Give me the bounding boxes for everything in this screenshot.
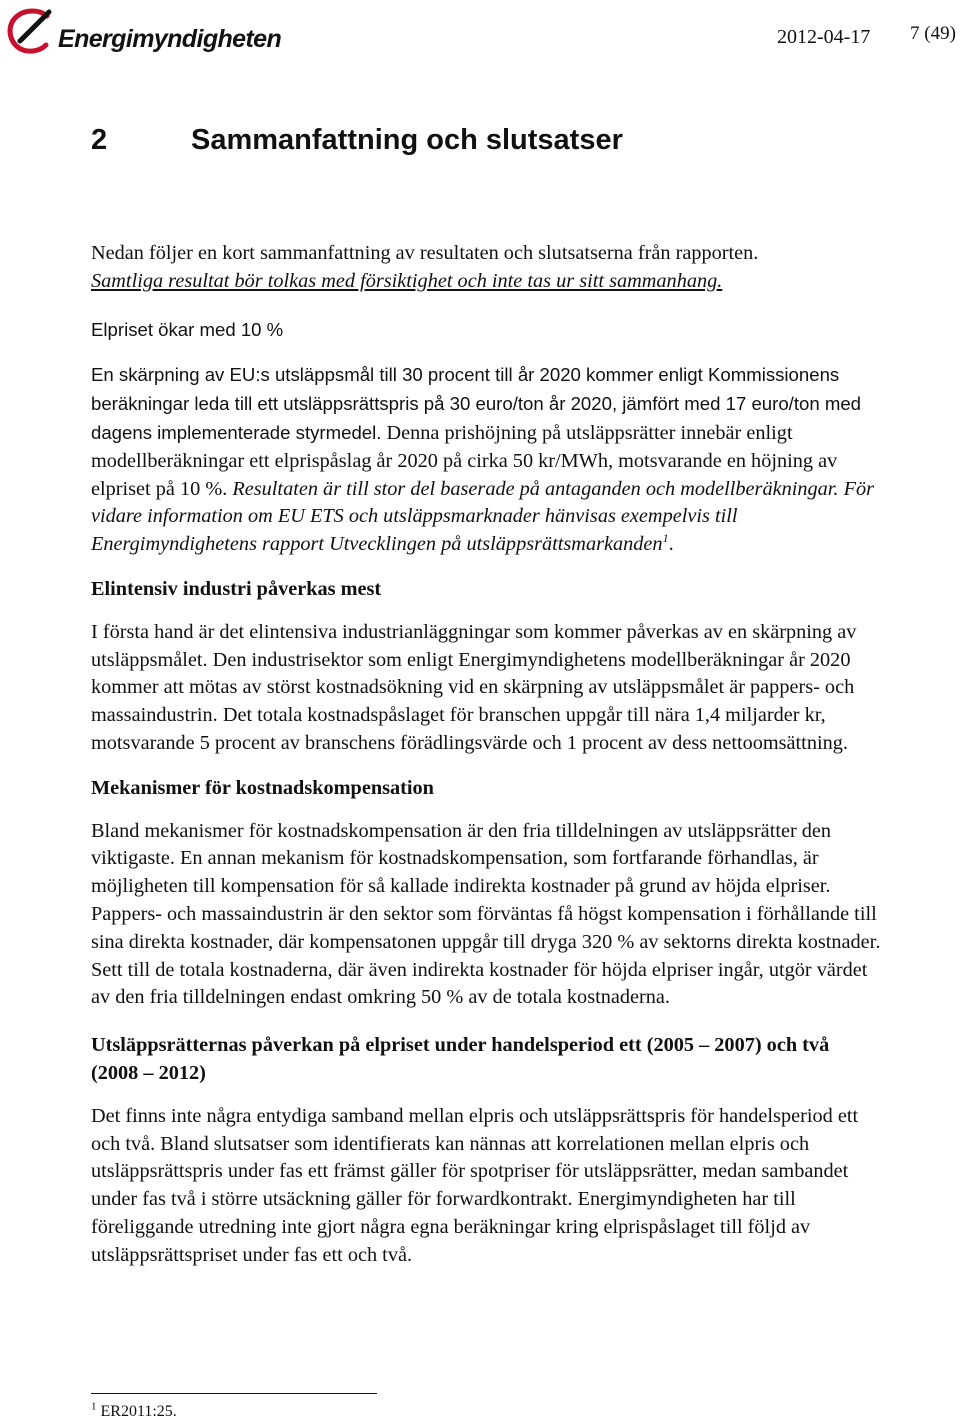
page-number: 7 (49) xyxy=(910,23,956,44)
chapter-heading xyxy=(91,124,623,157)
paragraph-italic-part: Resultaten är till stor del baserade på antaganden och modellberäkningar. För vidare information om EU ETS och utsläppsmarknader hänvisas exempelvis till Energimyndighetens rapport Utvecklingen på utsläppsrättsmarkanden xyxy=(91,477,874,556)
intro-line-2: Samtliga resultat bör tolkas med försiktighet och inte tas ur sitt sammanhang. xyxy=(91,269,723,292)
paragraph-serif-part: Denna prishöjning på utsläppsrätter innebär enligt modellberäkningar ett elprispåslag år 2020 på cirka 50 kr/MWh, motsvarande en höjning av elpriset på 10 %. xyxy=(91,421,838,500)
footnote xyxy=(91,1400,177,1421)
logo xyxy=(6,4,281,60)
footnote-ref: 1 xyxy=(662,531,669,546)
intro-line-1: Nedan följer en kort sammanfattning av resultaten och slutsatserna från rapporten. xyxy=(91,242,759,264)
footnote-marker: 1 xyxy=(91,1400,97,1413)
section-heading: Utsläppsrätternas påverkan på elpriset under handelsperiod ett (2005 – 2007) och två (2008 – 2012) xyxy=(91,1034,830,1084)
chapter-title: Sammanfattning och slutsatser xyxy=(191,124,623,156)
logo-wordmark: Energimyndigheten xyxy=(58,24,282,53)
footnote-divider xyxy=(91,1393,377,1394)
section-paragraph: Bland mekanismer för kostnadskompensation är den fria tilldelningen av utsläppsrätter den viktigaste. En annan mekanism för kostnadskompensation, som fortfarande förhandlas, är möjligheten till kompensation för så kallade indirekta kostnader på grund av höjda elpriser. Pappers- och massaindustrin är den sektor som förväntas få högst kompensation i förhållande till sina direkta kostnader, där kompensatonen uppgår till dryga 320 % av sektorns direkta kostnader. Sett till de totala kostnaderna, där även indirekta kostnader för höjda elpriser ingår, utgör värdet av den fria tilldelningen endast omkring 50 % av de totala kostnaderna. xyxy=(91,819,881,1009)
intro-paragraph xyxy=(91,240,881,296)
paragraph-sans-part: En skärpning av EU:s utsläppsmål till 30 procent till år 2020 kommer enligt Kommissionens beräkningar leda till ett utsläppsrättspris på 30 euro/ton år 2020, jämfört med 17 euro/ton med dagens implementerade styrmedel. xyxy=(91,364,862,443)
section-paragraph: I första hand är det elintensiva industrianläggningar som kommer påverkas av en skärpning av utsläppsmålet. Den industrisektor som enligt Energimyndighetens modellberäkningar år 2020 kommer att mötas av störst kostnadsökning vid en skärpning av utsläppsmålet är pappers- och massaindustrin. Det totala kostnadspåslaget för branschen uppgår till nära 1,4 miljarder kr, motsvarande 5 procent av branschens förädlingsvärde och 1 procent av dess nettoomsättning. xyxy=(91,620,857,754)
section-paragraph xyxy=(91,361,881,559)
section-heading: Elintensiv industri påverkas mest xyxy=(91,577,382,600)
document-date: 2012-04-17 xyxy=(777,26,871,48)
chapter-number: 2 xyxy=(91,124,108,156)
section-heading: Mekanismer för kostnadskompensation xyxy=(91,776,434,799)
document-body xyxy=(91,240,881,1270)
paragraph-end: . xyxy=(668,533,674,556)
section-paragraph: Det finns inte några entydiga samband mellan elpris och utsläppsrättspris för handelsperiod ett och två. Bland slutsatser som identifierats kan nännas att korrelationen mellan elpris och utsläppsrättspris under fas ett främst gäller för spotpriser för utsläppsrätter, medan sambandet under fas två i större utsäckning gäller för forwardkontrakt. Energimyndigheten har till föreliggande utredning inte gjort några egna beräkningar kring elprispåslaget till följd av utsläppsrättspriset under fas ett och två. xyxy=(91,1104,859,1266)
section-heading: Elpriset ökar med 10 % xyxy=(91,318,284,340)
logo-swirl-icon xyxy=(6,7,56,57)
footnote-text: ER2011:25. xyxy=(96,1403,177,1420)
